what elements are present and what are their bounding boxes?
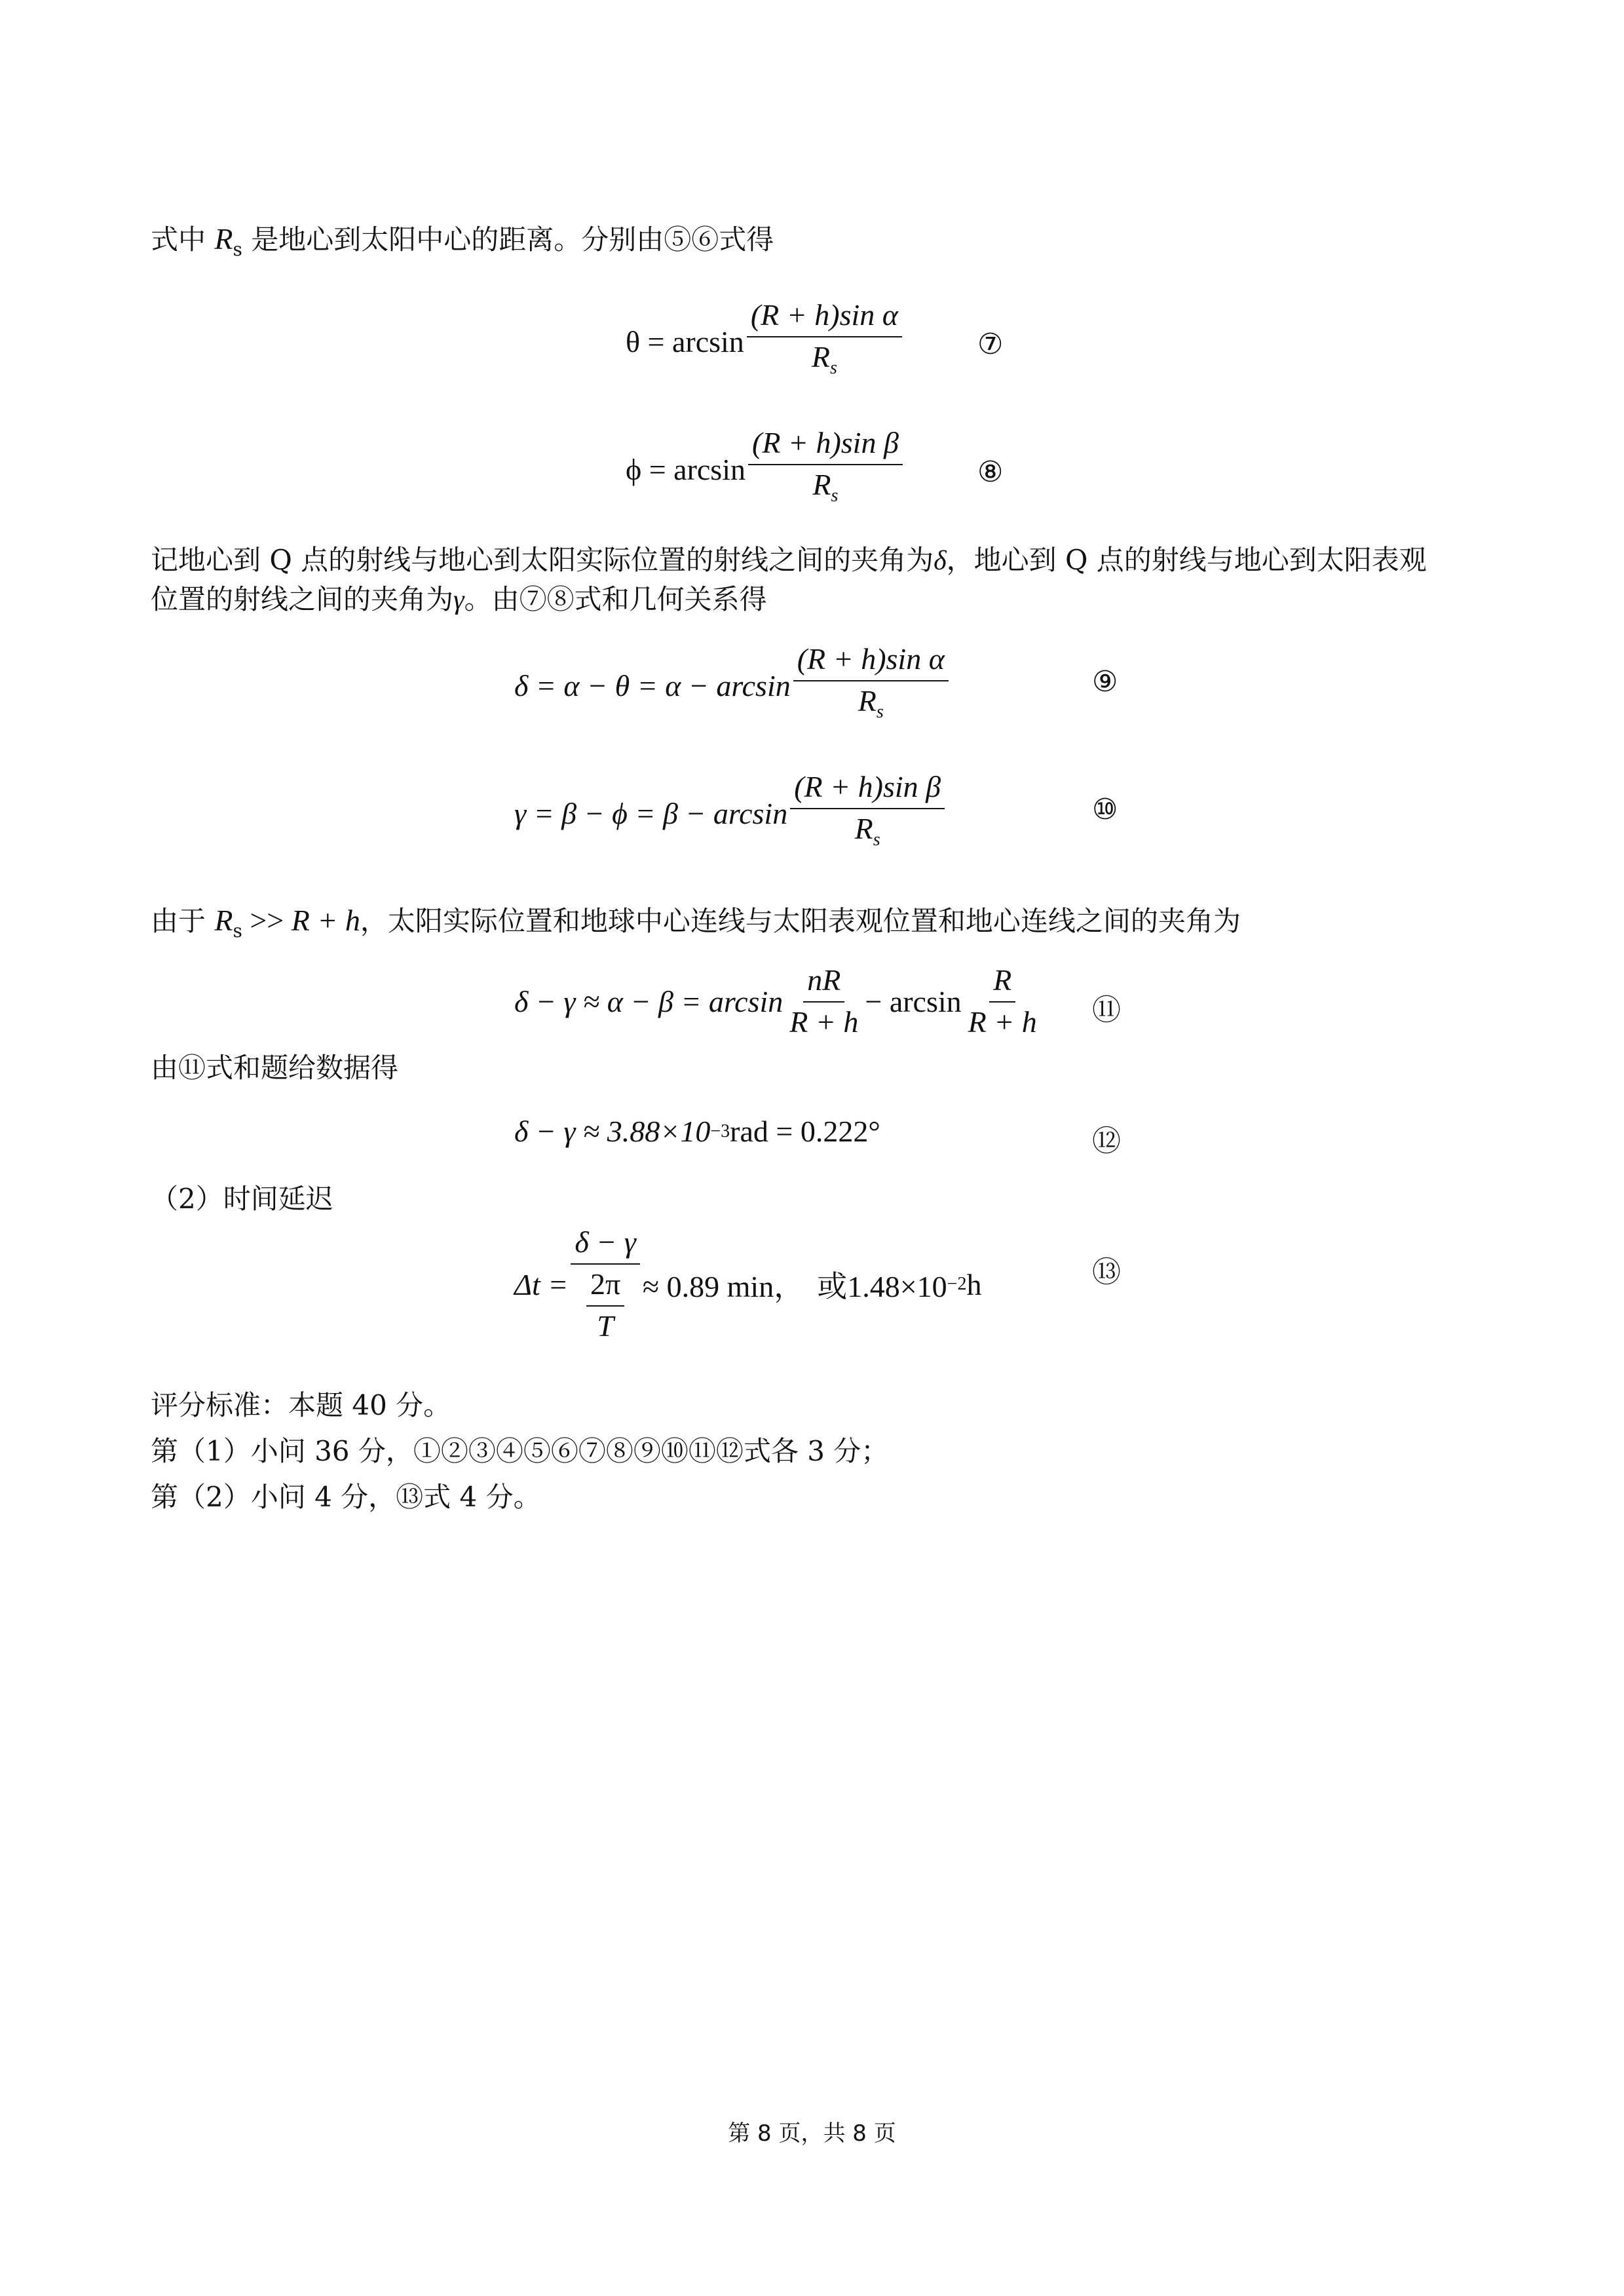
equation-9 (514, 642, 951, 729)
equation-tag-8: ⑧ (977, 455, 1004, 489)
symbol-gamma: γ (453, 585, 464, 615)
symbol-R: R (214, 222, 233, 256)
eq-lhs: θ = arcsin (626, 325, 744, 358)
denominator: R + h (968, 1005, 1037, 1039)
unit: h (966, 1267, 982, 1301)
text-span: 位置的射线之间的夹角为 (151, 583, 454, 615)
numerator: (R + h)sin α (793, 642, 949, 681)
denominator: R (858, 684, 877, 718)
equation-tag-10: ⑩ (1092, 793, 1118, 826)
fraction (793, 642, 949, 729)
equation-13 (514, 1225, 981, 1343)
subscript-s: s (831, 486, 839, 506)
subscript-s: s (873, 830, 880, 850)
eq-lhs: δ = α − θ = α − arcsin (514, 669, 791, 702)
fraction (571, 1225, 640, 1343)
subscript-s: s (829, 358, 837, 378)
scoring-title: 评分标准：本题 40 分。 (151, 1389, 451, 1421)
intro-paragraph (151, 216, 774, 273)
inner-denominator: T (597, 1309, 614, 1343)
exponent: −2 (947, 1274, 967, 1294)
denominator: R (812, 468, 831, 501)
equation-12 (514, 1114, 880, 1149)
denominator: R (854, 812, 873, 845)
symbol-delta: δ (934, 546, 947, 576)
text-span: 记地心到 Q 点的射线与地心到太阳实际位置的射线之间的夹角为 (151, 544, 934, 576)
subscript-s: s (876, 702, 884, 722)
part-2-heading: （2）时间延迟 (151, 1183, 333, 1215)
page-footer: 第 8 页，共 8 页 (728, 2120, 896, 2147)
fraction (748, 426, 903, 513)
equation-tag-13: ⑬ (1092, 1255, 1121, 1289)
eq-lhs: γ = β − ϕ = β − arcsin (514, 797, 788, 830)
scoring-part-1: 第（1）小问 36 分，①②③④⑤⑥⑦⑧⑨⑩⑪⑫式各 3 分； (151, 1435, 889, 1467)
denominator: R + h (789, 1005, 859, 1039)
equation-8 (626, 426, 905, 513)
eq-lhs: δ − γ ≈ 3.88×10 (514, 1115, 711, 1148)
fraction (747, 298, 902, 385)
equation-7 (626, 298, 905, 385)
numerator: (R + h)sin β (748, 426, 903, 465)
eq-rhs: ≈ 0.89 min， (642, 1270, 804, 1303)
fraction-2 (964, 963, 1041, 1039)
numerator: R (989, 963, 1015, 1003)
relation-symbol: >> (242, 904, 292, 937)
subscript-s: s (233, 920, 242, 942)
eq-lhs: ϕ = arcsin (626, 453, 746, 486)
data-paragraph: 由⑪式和题给数据得 (151, 1052, 399, 1084)
text-span: 是地心到太阳中心的距离。分别由⑤⑥式得 (251, 223, 774, 256)
approximation-paragraph (151, 898, 1241, 954)
equation-tag-11: ⑪ (1092, 993, 1121, 1027)
text-span: ，地心到 Q 点的射线与地心到太阳表观 (946, 544, 1427, 576)
alternate-value: 或1.48×10 (817, 1270, 947, 1303)
text-span: 由于 (151, 905, 206, 937)
eq-rhs: rad = 0.222° (730, 1115, 880, 1148)
equation-11 (514, 963, 1044, 1039)
numerator: nR (803, 963, 844, 1003)
equation-tag-9: ⑨ (1092, 665, 1118, 698)
exponent: −3 (710, 1120, 730, 1141)
inner-numerator: 2π (586, 1267, 624, 1307)
angle-definition-line-2 (151, 577, 767, 623)
inner-fraction (586, 1267, 624, 1343)
scoring-part-2: 第（2）小问 4 分，⑬式 4 分。 (151, 1481, 541, 1513)
numerator: (R + h)sin α (747, 298, 902, 337)
text-span: 式中 (151, 223, 206, 256)
equation-10 (514, 770, 947, 857)
numerator: (R + h)sin β (790, 770, 945, 809)
numerator: δ − γ (571, 1225, 640, 1265)
eq-lhs: δ − γ ≈ α − β = arcsin (514, 984, 784, 1018)
eq-lhs: Δt = (514, 1267, 569, 1301)
text-span: ，太阳实际位置和地球中心连线与太阳表观位置和地心连线之间的夹角为 (360, 905, 1241, 937)
equation-tag-7: ⑦ (977, 328, 1004, 361)
fraction (790, 770, 945, 857)
equation-tag-12: ⑫ (1092, 1124, 1121, 1158)
fraction-1 (785, 963, 862, 1039)
expression-R-plus-h: R + h (291, 904, 360, 937)
eq-middle: − arcsin (865, 984, 962, 1018)
subscript-s: s (233, 239, 242, 260)
text-span: 。由⑦⑧式和几何关系得 (464, 583, 767, 615)
denominator: R (811, 340, 830, 373)
symbol-R: R (214, 904, 233, 937)
